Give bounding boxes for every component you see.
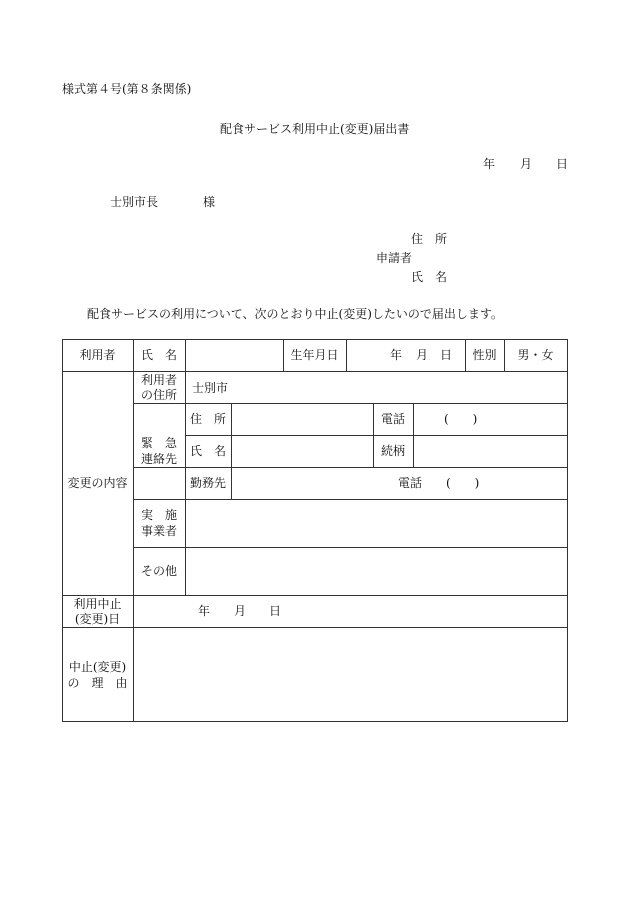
date-month: 月 [520, 157, 533, 171]
page-title: 配食サービス利用中止(変更)届出書 [220, 122, 410, 136]
change-content-label: 変更の内容 [67, 476, 128, 490]
provider-label-1: 実 施 [140, 508, 177, 522]
emergency-address-label: 住 所 [189, 412, 226, 426]
user-label: 利用者 [79, 348, 116, 362]
other-label: その他 [140, 564, 177, 578]
reason-label-1: 中止(変更) [68, 660, 127, 674]
emergency-phone-parens: ( ) [444, 412, 478, 426]
reason-label-2: の 理 由 [67, 676, 128, 690]
emergency-label-1: 緊 急 [140, 436, 177, 450]
user-address-label-1: 利用者 [140, 373, 177, 387]
gender-options: 男・女 [517, 348, 554, 362]
workplace-phone-label: 電話 [398, 476, 423, 490]
stop-year: 年 [198, 604, 211, 618]
gender-label: 性別 [472, 348, 497, 362]
user-address-label-2: の住所 [140, 388, 177, 402]
stop-date-label-1: 利用中止 [73, 597, 122, 611]
date-year: 年 [483, 157, 496, 171]
intro-text: 配食サービスの利用について、次のとおり中止(変更)したいので届出します。 [87, 307, 503, 321]
honorific: 様 [203, 195, 216, 209]
stop-month: 月 [234, 604, 247, 618]
birth-month: 月 [416, 348, 429, 362]
provider-label-2: 事業者 [140, 524, 177, 538]
notification-table [62, 339, 568, 722]
birth-year: 年 [390, 348, 403, 362]
date-day: 日 [556, 157, 569, 171]
birth-date-label: 生年月日 [290, 348, 339, 362]
workplace-phone-parens: ( ) [446, 476, 480, 490]
form-number: 様式第４号(第８条関係) [62, 82, 192, 96]
applicant-label: 申請者 [376, 251, 413, 265]
addressee: 士別市長 [110, 195, 159, 209]
emergency-label-2: 連絡先 [140, 452, 177, 466]
stop-day: 日 [269, 604, 282, 618]
birth-day: 日 [440, 348, 453, 362]
user-name-label: 氏 名 [140, 348, 177, 362]
workplace-label: 勤務先 [189, 476, 226, 490]
emergency-phone-label: 電話 [380, 412, 405, 426]
applicant-name-label: 氏 名 [411, 270, 448, 284]
user-address-value: 士別市 [192, 381, 229, 395]
emergency-relation-label: 続柄 [380, 444, 405, 458]
stop-date-label-2: (変更)日 [74, 612, 121, 626]
emergency-name-label: 氏 名 [189, 444, 226, 458]
applicant-address-label: 住 所 [411, 232, 448, 246]
